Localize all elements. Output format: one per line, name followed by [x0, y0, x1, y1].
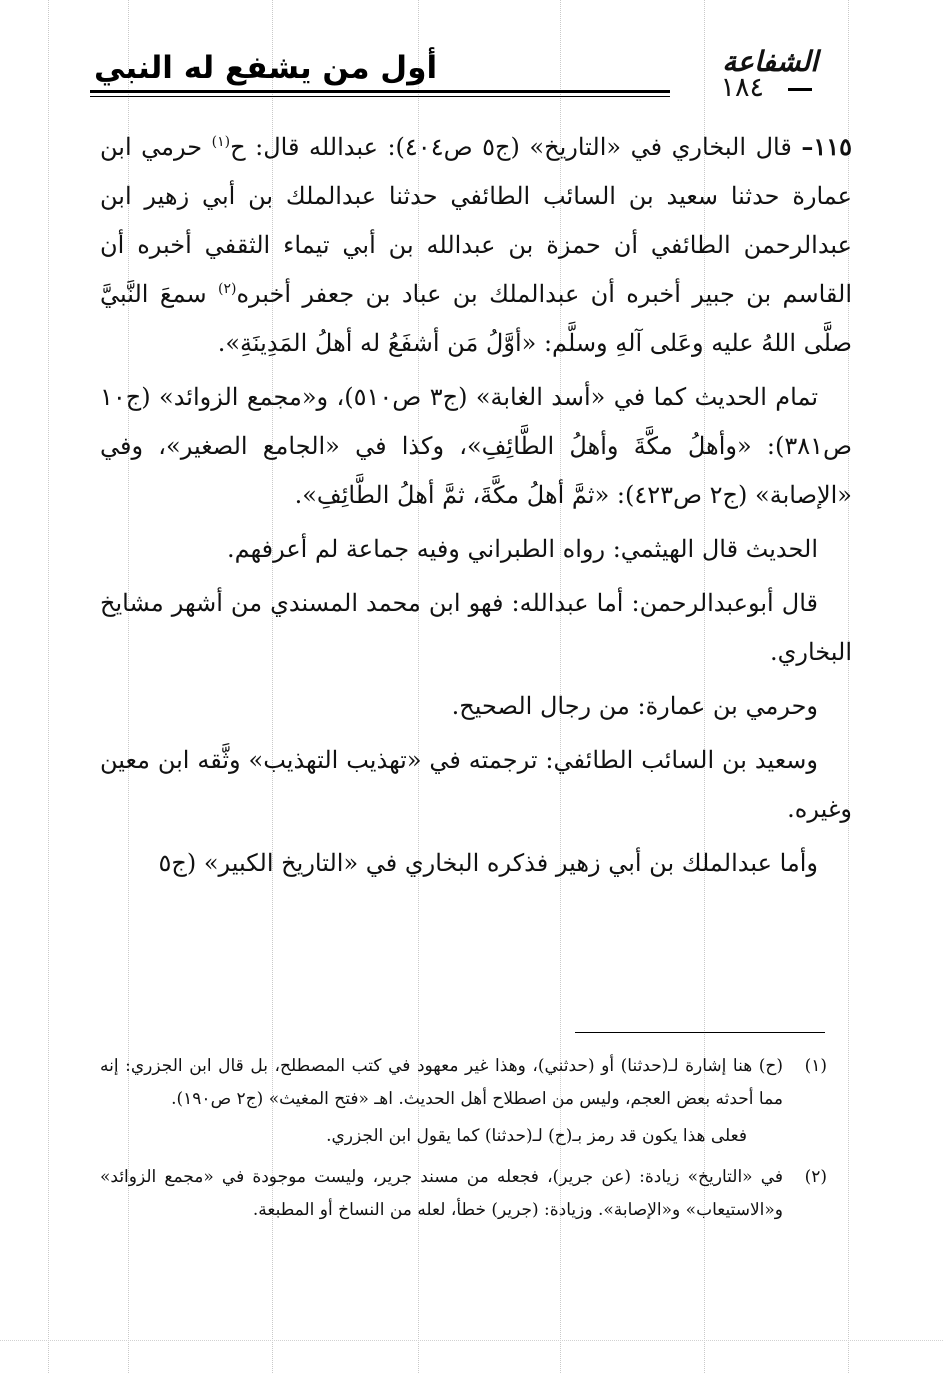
header-dash: [788, 88, 812, 91]
footnote-marker: (٢): [804, 1167, 827, 1187]
page-number: ١٨٤: [720, 72, 764, 103]
commentary-paragraph: قال أبوعبدالرحمن: أما عبدالله: فهو ابن محمد المسندي من أشهر مشايخ البخاري.: [100, 589, 852, 666]
footnote-1: [100, 1050, 827, 1116]
commentary-paragraph: تمام الحديث كما في «أسد الغابة» (ج٣ ص٥١٠)، و«مجمع الزوائد» (ج١٠ ص٣٨١): «وأهلُ مكَّةَ وأهلُ الطَّائِفِ»، وكذا في «الجامع الصغير»، وفي «الإصابة» (ج٢ ص٤٢٣): «ثمَّ أهلُ مكَّةَ، ثمَّ أهلُ الطَّائِفِ».: [100, 383, 852, 509]
hadith-paragraph: [100, 122, 852, 368]
page-header: [90, 40, 818, 110]
header-rule: [90, 90, 670, 93]
main-text: [100, 122, 852, 893]
footnote-2: [100, 1161, 827, 1227]
page-title: أول من يشفع له النبي: [94, 50, 438, 86]
footnote-ref[interactable]: (٢): [217, 281, 237, 297]
footnote-1-continuation: فعلى هذا يكون قد رمز بـ(ح) لـ(حدثنا) كما يقول ابن الجزري.: [326, 1126, 747, 1146]
commentary-paragraph: وأما عبدالملك بن أبي زهير فذكره البخاري في «التاريخ الكبير» (ج٥: [158, 849, 818, 877]
footnote-text: (ح) هنا إشارة لـ(حدثنا) أو (حدثني)، وهذا غير معهود في كتب المصطلح، بل قال ابن الجزري: إنه مما أحدثه بعض العجم، وليس من اصطلاح أهل الحديث. اهـ «فتح المغيث» (ج٢ ص١٩٠).: [100, 1056, 783, 1109]
hadith-text: سمعَ النَّبيَّ صلَّى اللهُ عليه وعَلى آلهِ وسلَّم: «أوَّلُ مَن أشفَعُ له أهلُ المَدِينَةِ».: [100, 280, 852, 357]
commentary-paragraph: وحرمي بن عمارة: من رجال الصحيح.: [451, 692, 818, 720]
footnote-ref[interactable]: (١): [211, 134, 231, 150]
footnote-separator: [575, 1032, 825, 1033]
footnote-text: في «التاريخ» زيادة: (عن جرير)، فجعله من مسند جرير، وليست موجودة في «مجمع الزوائد» و«الاستيعاب» و«الإصابة». وزيادة: (جرير) خطأ، لعله من النساخ أو المطبعة.: [100, 1167, 783, 1220]
commentary-paragraph: الحديث قال الهيثمي: رواه الطبراني وفيه جماعة لم أعرفهم.: [226, 535, 818, 563]
footnote-marker: (١): [804, 1056, 827, 1076]
hadith-text: قال البخاري في «التاريخ» (ج٥ ص٤٠٤): عبدالله قال: ح: [230, 133, 802, 161]
scan-guide-line: [48, 0, 49, 1373]
book-brand: الشفاعة: [722, 45, 818, 78]
scan-guide-line: [0, 1340, 943, 1341]
commentary-paragraph: وسعيد بن السائب الطائفي: ترجمته في «تهذيب التهذيب» وثَّقه ابن معين وغيره.: [100, 746, 852, 823]
hadith-text: حرمي ابن عمارة حدثنا سعيد بن السائب الطائفي حدثنا عبدالملك بن أبي زهير ابن عبدالرحمن الطائفي أن حمزة بن عبدالله بن أبي تيماء الثقفي أخبره أن القاسم بن جبير أخبره أن عبدالملك بن عباد بن جعفر أخبره: [100, 133, 852, 308]
hadith-number: ١١٥–: [801, 132, 852, 161]
header-rule: [90, 96, 670, 97]
footnotes: [100, 1050, 827, 1231]
